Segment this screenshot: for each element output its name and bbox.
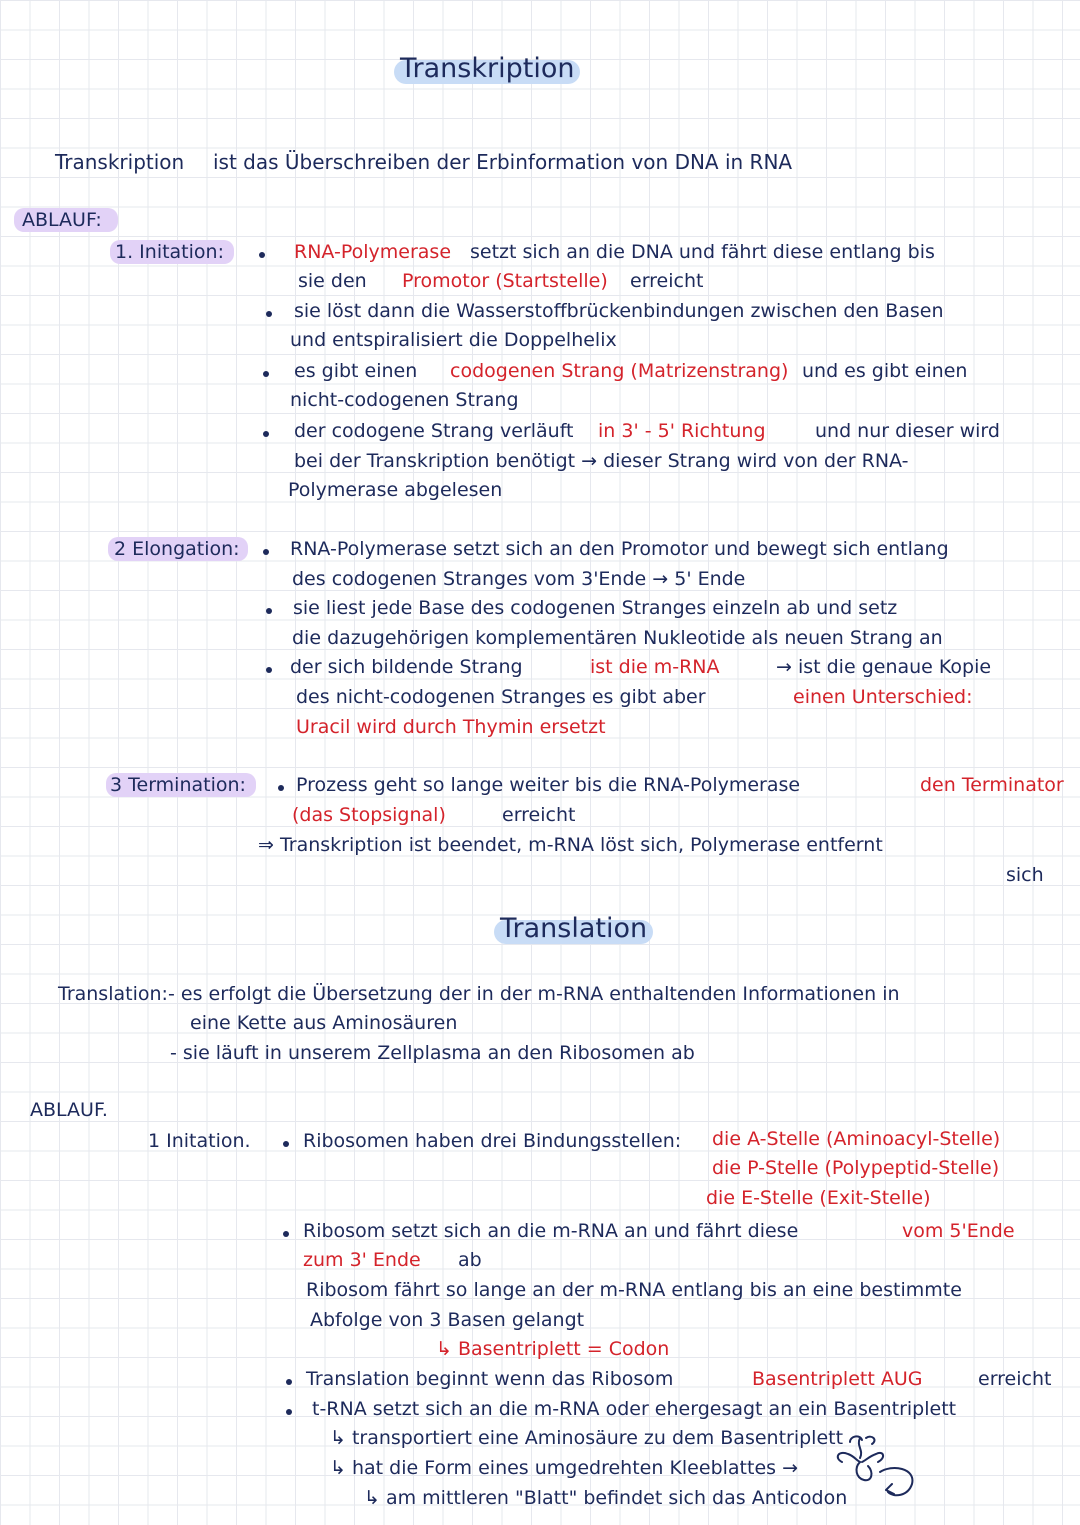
termination-result-line2: sich xyxy=(1006,864,1044,886)
initiation-bullet3-c: und es gibt einen xyxy=(802,360,968,382)
initiation-bullet1-line2c: erreicht xyxy=(630,270,704,292)
initiation-bullet1-line2a: sie den xyxy=(298,270,367,292)
elongation-bullet1-line2: des codogenen Stranges vom 3'Ende → 5' Ende xyxy=(292,568,746,590)
codogener-strang-term: codogenen Strang (Matrizenstrang) xyxy=(450,360,789,382)
uracil-thymin-note: Uracil wird durch Thymin ersetzt xyxy=(296,716,606,738)
aug-term: Basentriplett AUG xyxy=(752,1368,923,1390)
transkription-termination-label: 3 Termination: xyxy=(110,774,246,796)
trna-clover-sketch xyxy=(820,1432,930,1512)
zum-3-ende-term: zum 3' Ende xyxy=(303,1249,421,1271)
codon-term: ↳ Basentriplett = Codon xyxy=(436,1338,670,1360)
promotor-term: Promotor (Startstelle) xyxy=(402,270,608,292)
unterschied-term: einen Unterschied: xyxy=(793,686,973,708)
rna-polymerase-term: RNA-Polymerase xyxy=(294,241,452,263)
vom-5-ende-term: vom 5'Ende xyxy=(902,1220,1015,1242)
richtung-term: in 3' - 5' Richtung xyxy=(598,420,766,442)
elongation-bullet3-c: → ist die genaue Kopie xyxy=(776,656,992,678)
initiation-bullet1-text: setzt sich an die DNA und fährt diese entlang bis xyxy=(470,241,935,263)
translation-bullet2-line3: Ribosom fährt so lange an der m-RNA entlang bis an eine bestimmte xyxy=(306,1279,962,1301)
initiation-bullet4-c: und nur dieser wird xyxy=(815,420,1000,442)
stopsignal-term: (das Stopsignal) xyxy=(292,804,446,826)
translation-def1-line2: eine Kette aus Aminosäuren xyxy=(190,1012,458,1034)
initiation-bullet3-line2: nicht-codogenen Strang xyxy=(290,389,519,411)
transkription-definition-text: ist das Überschreiben der Erbinformation von DNA in RNA xyxy=(213,150,793,174)
initiation-bullet4-line3: Polymerase abgelesen xyxy=(288,479,503,501)
translation-def1-line1: - es erfolgt die Übersetzung der in der m-RNA enthaltenden Informationen in xyxy=(168,983,900,1005)
initiation-bullet2-line1: sie löst dann die Wasserstoffbrückenbindungen zwischen den Basen xyxy=(294,300,944,322)
termination-bullet1-line2b: erreicht xyxy=(502,804,576,826)
elongation-bullet2-line1: sie liest jede Base des codogenen Stranges einzeln ab und setz xyxy=(293,597,898,619)
translation-definition-term: Translation: xyxy=(58,983,168,1005)
initiation-bullet2-line2: und entspiralisiert die Doppelhelix xyxy=(290,329,617,351)
translation-bullet2-line2b: ab xyxy=(458,1249,482,1271)
transkription-elongation-label: 2 Elongation: xyxy=(114,538,240,560)
transkription-title: Transkription xyxy=(400,52,574,86)
translation-bullet1: Ribosomen haben drei Bindungsstellen: xyxy=(303,1130,682,1152)
elongation-bullet3-line2a: des nicht-codogenen Stranges es gibt aber xyxy=(296,686,706,708)
translation-bullet3-c: erreicht xyxy=(978,1368,1052,1390)
transkription-definition-term: Transkription xyxy=(55,150,185,174)
translation-title: Translation xyxy=(500,912,647,946)
a-stelle-term: die A-Stelle (Aminoacyl-Stelle) xyxy=(712,1128,1001,1150)
transkription-ablauf-heading: ABLAUF: xyxy=(22,209,102,231)
translation-bullet4-sub3: ↳ am mittleren "Blatt" befindet sich das Anticodon xyxy=(364,1487,848,1509)
p-stelle-term: die P-Stelle (Polypeptid-Stelle) xyxy=(712,1157,1000,1179)
translation-bullet4-sub1: ↳ transportiert eine Aminosäure zu dem Basentriplett xyxy=(330,1427,844,1449)
mrna-term: ist die m-RNA xyxy=(590,656,720,678)
elongation-bullet2-line2: die dazugehörigen komplementären Nukleotide als neuen Strang an xyxy=(292,627,943,649)
e-stelle-term: die E-Stelle (Exit-Stelle) xyxy=(706,1187,931,1209)
transkription-initiation-label: 1. Initation: xyxy=(115,241,224,263)
elongation-bullet3-a: der sich bildende Strang xyxy=(290,656,523,678)
translation-initiation-label: 1 Initation. xyxy=(148,1130,251,1152)
translation-bullet3-a: Translation beginnt wenn das Ribosom xyxy=(306,1368,674,1390)
translation-bullet2-line4: Abfolge von 3 Basen gelangt xyxy=(310,1309,585,1331)
initiation-bullet3-a: es gibt einen xyxy=(294,360,418,382)
terminator-term: den Terminator xyxy=(920,774,1064,796)
translation-bullet4: t-RNA setzt sich an die m-RNA oder ehergesagt an ein Basentriplett xyxy=(312,1398,957,1420)
initiation-bullet4-line2: bei der Transkription benötigt → dieser Strang wird von der RNA- xyxy=(294,450,909,472)
termination-bullet1-a: Prozess geht so lange weiter bis die RNA-Polymerase xyxy=(296,774,801,796)
translation-bullet2-a: Ribosom setzt sich an die m-RNA an und fährt diese xyxy=(303,1220,799,1242)
termination-result: ⇒ Transkription ist beendet, m-RNA löst sich, Polymerase entfernt xyxy=(258,834,883,856)
translation-def2: - sie läuft in unserem Zellplasma an den Ribosomen ab xyxy=(170,1042,695,1064)
elongation-bullet1-line1: RNA-Polymerase setzt sich an den Promotor und bewegt sich entlang xyxy=(290,538,949,560)
translation-bullet4-sub2: ↳ hat die Form eines umgedrehten Kleeblattes → xyxy=(330,1457,798,1479)
initiation-bullet4-a: der codogene Strang verläuft xyxy=(294,420,574,442)
translation-ablauf-heading: ABLAUF. xyxy=(30,1099,108,1121)
